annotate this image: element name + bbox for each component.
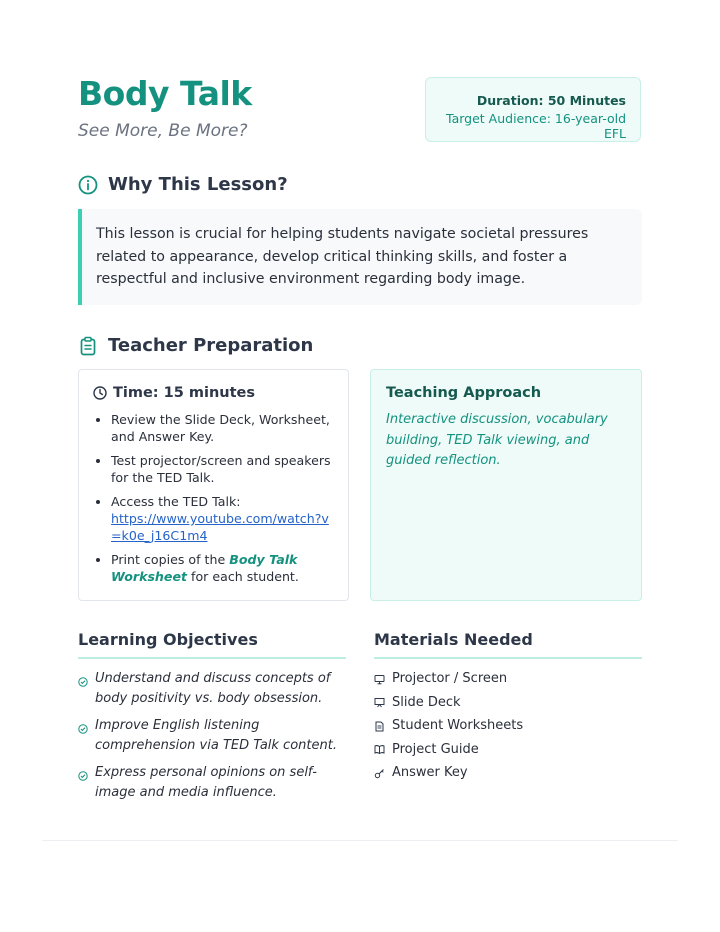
ted-prefix: Access the TED Talk:	[111, 494, 241, 509]
list-item	[374, 693, 642, 713]
duration-label: Duration: 50 Minutes	[476, 93, 626, 108]
list-item	[111, 551, 334, 585]
objectives-list	[78, 669, 346, 803]
objective-text: Improve English listening comprehension via TED Talk content.	[95, 718, 337, 753]
list-item	[374, 763, 642, 783]
objectives-heading: Learning Objectives	[78, 630, 346, 659]
objective-text: Understand and discuss concepts of body positivity vs. body obsession.	[95, 671, 331, 706]
list-item	[78, 763, 346, 803]
list-item	[374, 740, 642, 760]
list-item	[78, 716, 346, 756]
list-item: • Review the Slide Deck, Worksheet, and Answer Key.	[111, 411, 334, 445]
prep-section-header	[78, 335, 313, 356]
time-header	[93, 385, 334, 401]
material-label: Answer Key	[392, 765, 468, 781]
book-icon	[374, 744, 385, 755]
approach-title: Teaching Approach	[386, 385, 542, 401]
print-suffix: for each student.	[191, 569, 299, 584]
worksheet-name: Body Talk Worksheet	[111, 552, 298, 584]
materials-heading: Materials Needed	[374, 630, 642, 659]
why-section-header	[78, 174, 288, 195]
material-label: Student Worksheets	[392, 718, 524, 734]
material-label: Projector / Screen	[392, 671, 508, 686]
materials-column	[374, 630, 642, 787]
why-heading: Why This Lesson?	[108, 174, 288, 195]
print-prefix: Print copies of the	[111, 552, 226, 567]
why-text: This lesson is crucial for helping students navigate societal pressures related to appearance, develop critical thinking skills, and foster a respectful and inclusive environment regarding body image.	[96, 226, 589, 287]
check-circle-icon	[78, 674, 88, 709]
list-item	[111, 493, 334, 544]
material-label: Project Guide	[392, 741, 479, 757]
check-circle-icon	[78, 768, 88, 803]
audience-label: Target Audience: 16-year-old EFL	[446, 111, 626, 141]
list-item	[374, 669, 642, 689]
ted-talk-link[interactable]: https://www.youtube.com/watch?v=k0e_j16C1m4	[111, 511, 329, 543]
time-label: Time: 15 minutes	[113, 385, 255, 401]
why-callout	[78, 209, 642, 305]
document-icon	[374, 721, 385, 732]
footer-divider	[42, 840, 678, 841]
page-title: Body Talk	[78, 74, 252, 113]
list-item: • Test projector/screen and speakers for the TED Talk.	[111, 452, 334, 486]
teaching-approach-card	[370, 369, 642, 601]
page-subtitle: See More, Be More?	[78, 121, 248, 141]
materials-list	[374, 669, 642, 783]
list-item	[78, 669, 346, 709]
clock-icon	[93, 386, 107, 400]
material-label: Slide Deck	[392, 694, 461, 710]
check-circle-icon	[78, 721, 88, 756]
prep-checklist	[93, 411, 334, 585]
monitor-icon	[374, 674, 385, 685]
key-icon	[374, 768, 385, 779]
list-item	[374, 716, 642, 736]
info-icon	[78, 175, 98, 195]
prep-heading: Teacher Preparation	[108, 335, 314, 356]
approach-text: Interactive discussion, vocabulary building, TED Talk viewing, and guided reflection.	[386, 412, 608, 468]
presentation-icon	[374, 697, 385, 708]
clipboard-icon	[78, 336, 98, 356]
objective-text: Express personal opinions on self-image and media influence.	[95, 765, 317, 800]
prep-time-card	[78, 369, 349, 601]
lesson-meta-box	[425, 77, 641, 142]
objectives-column	[78, 630, 346, 810]
